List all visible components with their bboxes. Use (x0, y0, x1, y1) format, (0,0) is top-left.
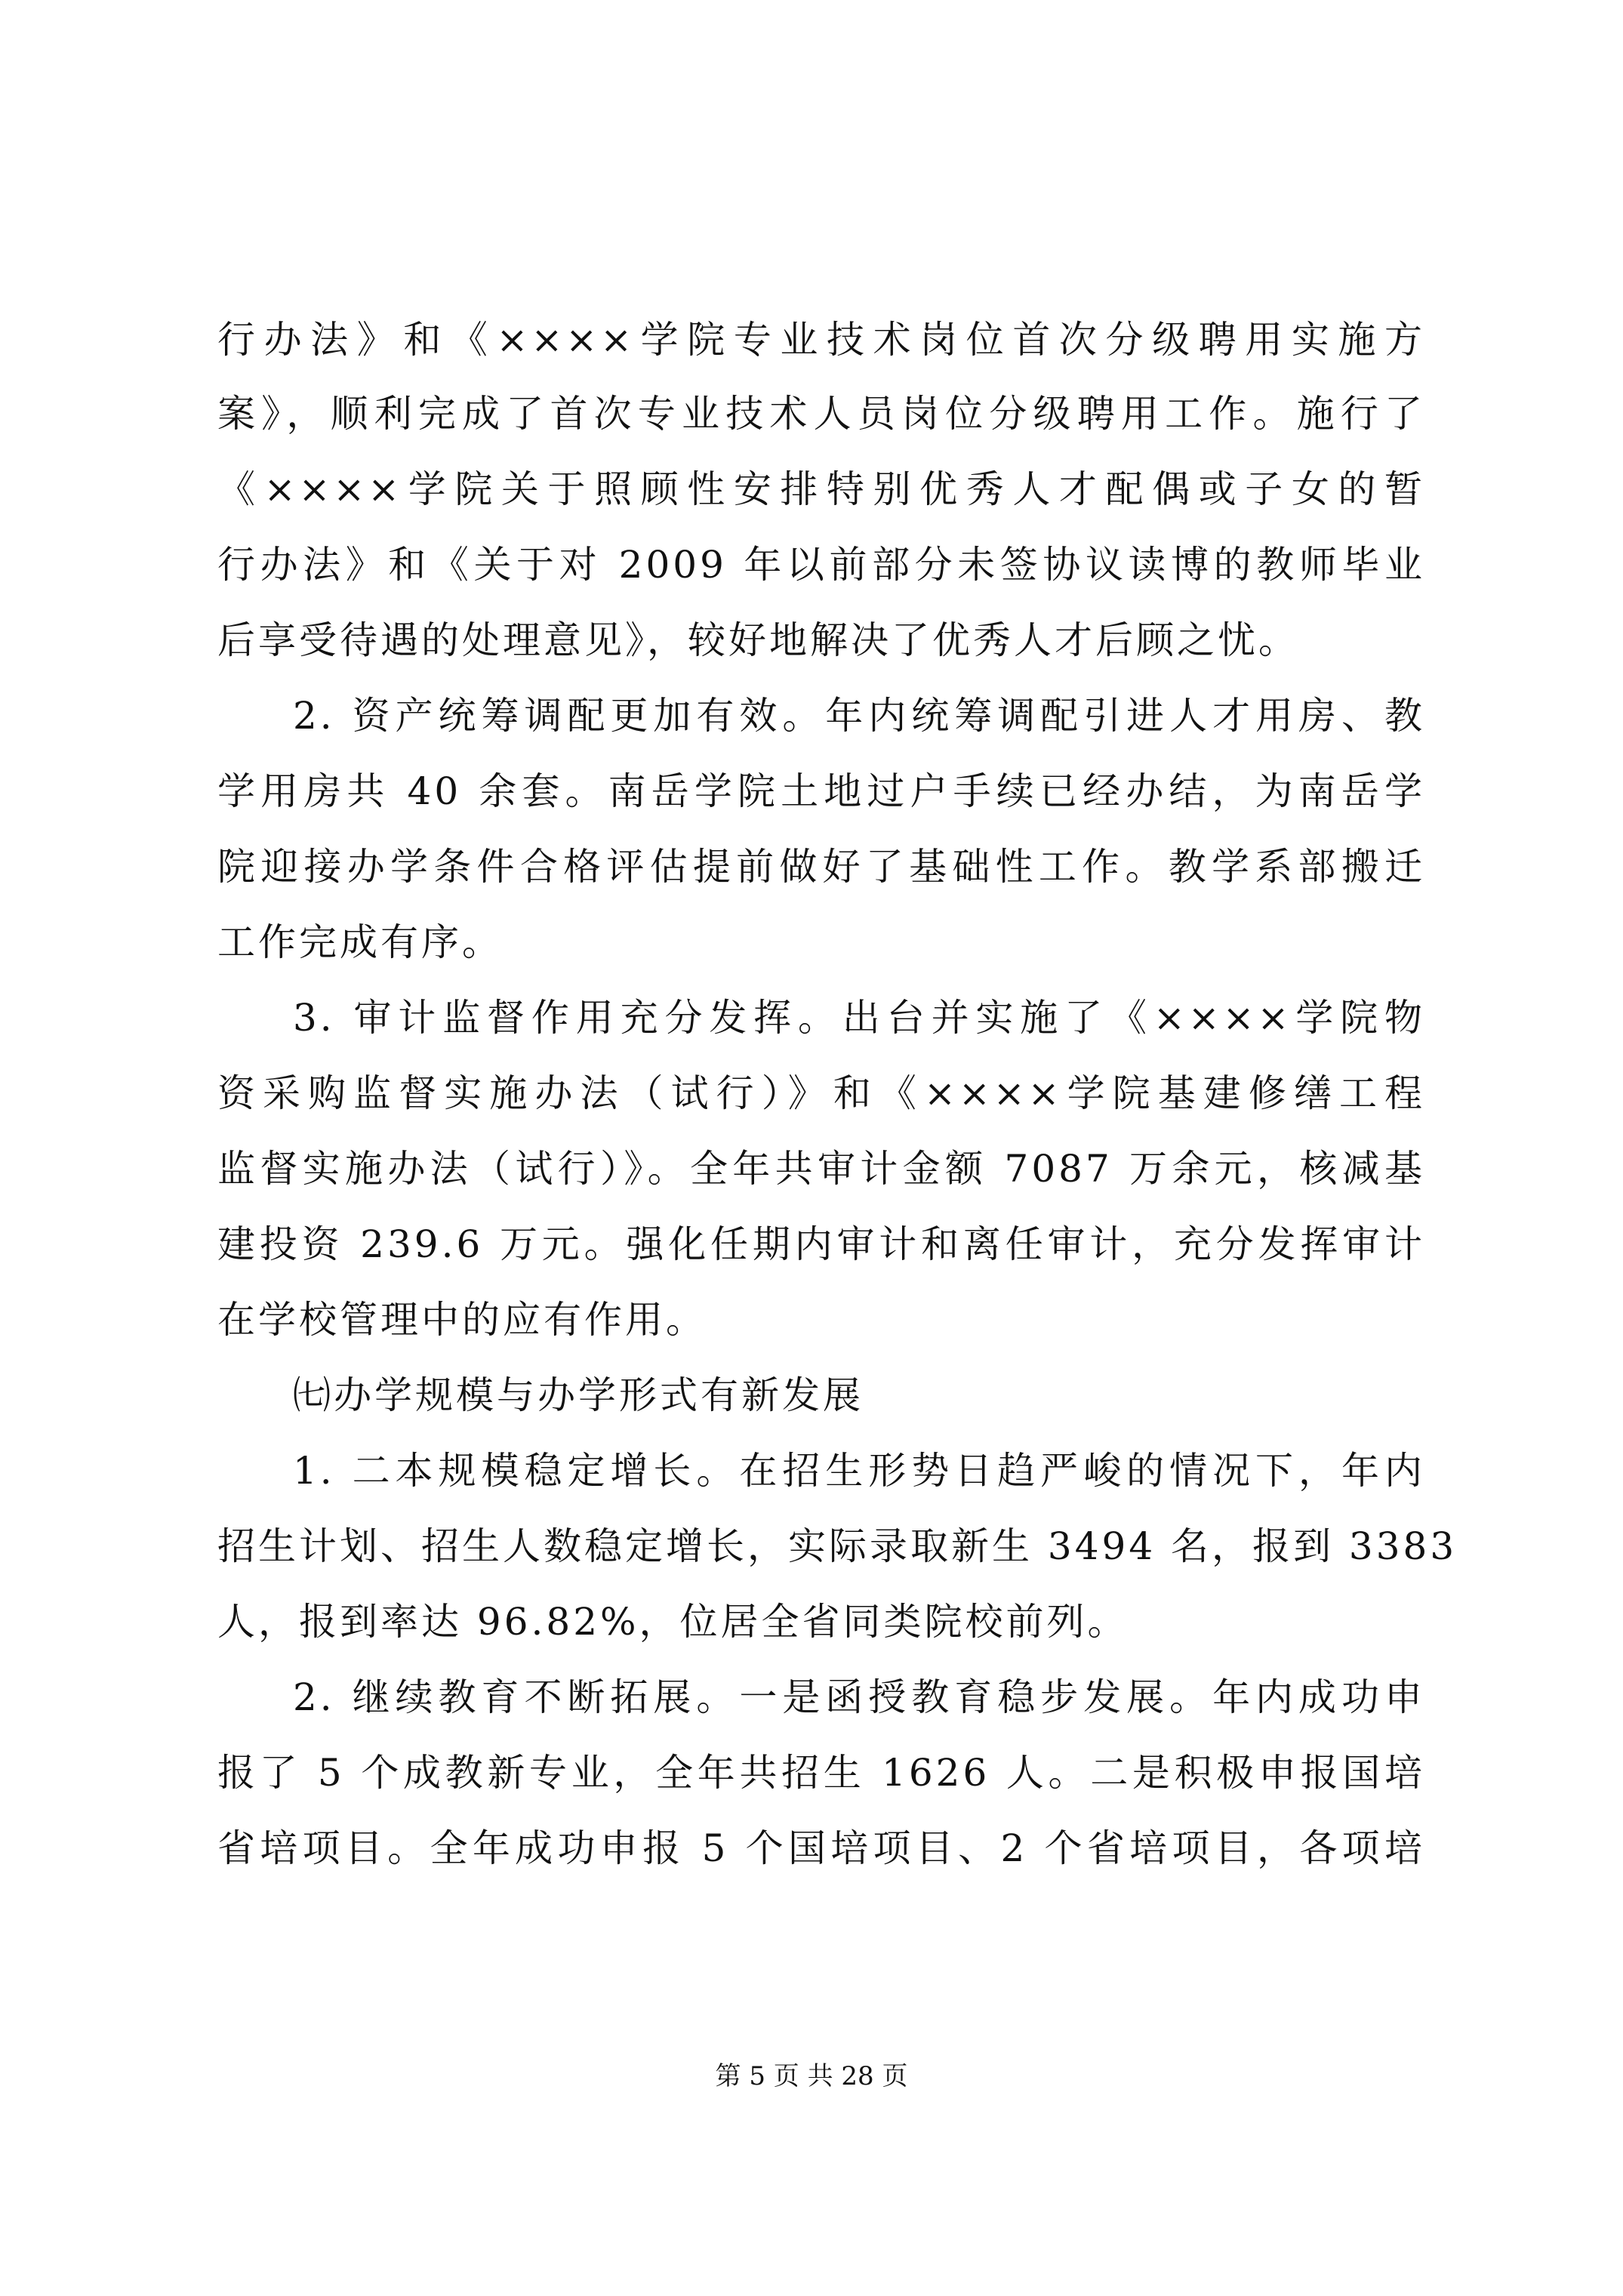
text-line: 学用房共 40 余套。南岳学院土地过户手续已经办结，为南岳学 (217, 769, 1425, 813)
text-line: 《××××学院关于照顾性安排特别优秀人才配偶或子女的暂 (217, 467, 1425, 511)
text-line: 后享受待遇的处理意见》，较好地解决了优秀人才后顾之忧。 (217, 618, 1299, 662)
text-line: 案》，顺利完成了首次专业技术人员岗位分级聘用工作。施行了 (217, 392, 1425, 436)
text-line: 招生计划、招生人数稳定增长，实际录取新生 3494 名，报到 3383 (217, 1524, 1458, 1568)
paragraph-start-line: 2. 资产统筹调配更加有效。年内统筹调配引进人才用房、教 (293, 694, 1425, 738)
section-heading: ㈦办学规模与办学形式有新发展 (293, 1373, 864, 1417)
text-line: 建投资 239.6 万元。强化任期内审计和离任审计，充分发挥审计 (217, 1222, 1425, 1266)
text-line: 报了 5 个成教新专业，全年共招生 1626 人。二是积极申报国培 (217, 1751, 1425, 1795)
text-line: 人，报到率达 96.82%，位居全省同类院校前列。 (217, 1600, 1129, 1644)
text-line: 在学校管理中的应有作用。 (217, 1298, 707, 1342)
text-line: 院迎接办学条件合格评估提前做好了基础性工作。教学系部搬迁 (217, 845, 1425, 889)
paragraph-start-line: 2. 继续教育不断拓展。一是函授教育稳步发展。年内成功申 (293, 1675, 1425, 1719)
text-line: 工作完成有序。 (217, 920, 503, 964)
paragraph-start-line: 1. 二本规模稳定增长。在招生形势日趋严峻的情况下，年内 (293, 1449, 1425, 1493)
paragraph-start-line: 3. 审计监督作用充分发挥。出台并实施了《××××学院物 (293, 996, 1425, 1040)
text-line: 行办法》和《××××学院专业技术岗位首次分级聘用实施方 (217, 318, 1425, 362)
text-line: 省培项目。全年成功申报 5 个国培项目、2 个省培项目，各项培 (217, 1826, 1425, 1870)
text-line: 行办法》和《关于对 2009 年以前部分未签协议读博的教师毕业 (217, 543, 1425, 587)
text-line: 监督实施办法（试行）》。全年共审计金额 7087 万余元，核减基 (217, 1147, 1425, 1191)
text-line: 资采购监督实施办法（试行）》和《××××学院基建修缮工程 (217, 1071, 1425, 1115)
page-footer: 第 5 页 共 28 页 (715, 2061, 908, 2091)
